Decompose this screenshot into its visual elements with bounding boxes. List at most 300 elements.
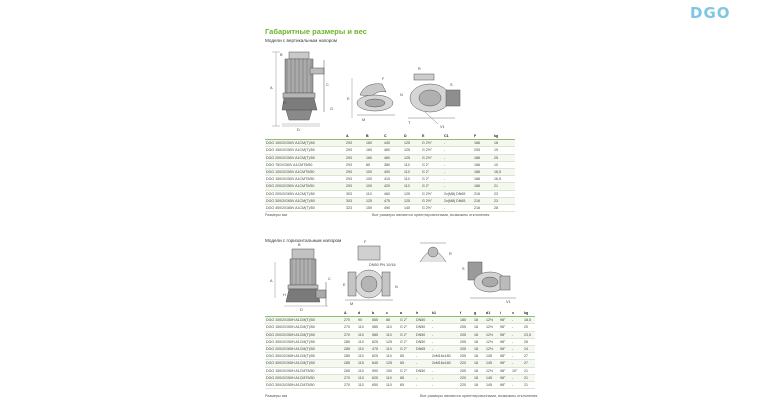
value-cell: G 2½" — [421, 190, 443, 197]
value-cell: - — [511, 346, 523, 353]
value-cell: 98° — [499, 317, 511, 324]
value-cell: G 2" — [399, 346, 415, 353]
value-cell: 28 — [493, 205, 515, 212]
value-cell: 98° — [499, 324, 511, 331]
value-cell: 100 — [365, 176, 383, 183]
value-cell: 293 — [345, 176, 365, 183]
value-cell: 110 — [385, 346, 399, 353]
value-cell: 12½ — [485, 346, 499, 353]
value-cell: 2xM16x180 — [431, 360, 459, 367]
value-cell: 25 — [493, 154, 515, 161]
value-cell: DN50 — [415, 367, 431, 374]
vertical-pump-side-view — [352, 78, 395, 118]
column-header: g — [473, 310, 485, 317]
value-cell: - — [443, 169, 473, 176]
column-header: c — [385, 310, 399, 317]
dim-label: M — [362, 118, 366, 122]
value-cell: 16,5 — [493, 176, 515, 183]
value-cell: 645 — [371, 360, 385, 367]
value-cell: 18 — [473, 382, 485, 389]
value-cell: DN50 — [415, 317, 431, 324]
value-cell: 205 — [459, 346, 473, 353]
value-cell: 380 — [383, 161, 403, 168]
value-cell: 625 — [371, 338, 385, 345]
column-header: B — [365, 133, 383, 140]
dim-label: B — [298, 243, 301, 247]
value-cell: 100 — [365, 183, 383, 190]
model-name-cell: DGO 300/2/G65V A1CM(T)/50 — [265, 197, 345, 204]
value-cell: 18 — [473, 360, 485, 367]
value-cell: - — [415, 382, 431, 389]
column-header: kg — [523, 310, 535, 317]
value-cell: 205 — [459, 367, 473, 374]
value-cell: 585 — [371, 331, 385, 338]
value-cell: 460 — [383, 147, 403, 154]
value-cell: DN65 — [415, 346, 431, 353]
value-cell: - — [511, 382, 523, 389]
value-cell: 12½ — [485, 367, 499, 374]
value-cell: - — [415, 374, 431, 381]
value-cell: 145 — [485, 382, 499, 389]
column-header: C — [383, 133, 403, 140]
value-cell: 475 — [371, 346, 385, 353]
value-cell: 205 — [459, 338, 473, 345]
value-cell: 26 — [523, 338, 535, 345]
value-cell: - — [443, 154, 473, 161]
value-cell: 285 — [343, 353, 357, 360]
value-cell: 140 — [403, 205, 421, 212]
value-cell: - — [511, 374, 523, 381]
value-cell: 565 — [371, 317, 385, 324]
units-note: Размеры мм — [265, 213, 288, 217]
value-cell: 303 — [345, 197, 365, 204]
disclaimer-note: Все размеры являются ориентировочными, возможны отклонения. — [372, 213, 491, 217]
column-header: h — [415, 310, 431, 317]
value-cell: DN50 — [415, 338, 431, 345]
dim-label: C — [326, 83, 329, 87]
column-header — [265, 133, 345, 140]
value-cell: - — [511, 353, 523, 360]
dim-label: V1 — [440, 125, 445, 129]
model-name-cell: DGO 200/2/G50H A1CMT5/50 — [265, 374, 343, 381]
value-cell: - — [511, 317, 523, 324]
value-cell: 110 — [385, 353, 399, 360]
model-name-cell: DGO 300/2/G50H A1CM(T)/50 — [265, 338, 343, 345]
dim-label: E — [347, 97, 350, 101]
flange-view — [420, 243, 446, 262]
dim-label: R — [418, 67, 421, 71]
model-name-cell: DGO 200/2/G65H A1CM(T)/50 — [265, 346, 343, 353]
value-cell: 285 — [343, 338, 357, 345]
value-cell: 2xM16x180 — [431, 353, 459, 360]
value-cell: 265 — [343, 367, 357, 374]
value-cell: 65 — [399, 353, 415, 360]
dimensions-table-vertical — [265, 133, 515, 212]
value-cell: 220 — [459, 374, 473, 381]
value-cell: G 2" — [421, 176, 443, 183]
value-cell: - — [511, 331, 523, 338]
value-cell: - — [431, 317, 459, 324]
value-cell: 205 — [459, 324, 473, 331]
column-header: kg — [493, 133, 515, 140]
value-cell: - — [443, 161, 473, 168]
value-cell: 650 — [371, 382, 385, 389]
column-header: A — [343, 310, 357, 317]
value-cell: 24 — [523, 346, 535, 353]
value-cell: 110 — [385, 382, 399, 389]
value-cell: - — [443, 147, 473, 154]
table-row — [265, 183, 515, 190]
value-cell: 110 — [357, 346, 371, 353]
value-cell: - — [443, 183, 473, 190]
value-cell: 160 — [365, 154, 383, 161]
value-cell: - — [431, 346, 459, 353]
dim-label: G — [330, 107, 333, 111]
value-cell: G 2" — [399, 324, 415, 331]
table-row — [265, 346, 535, 353]
table-row — [265, 161, 515, 168]
value-cell: 110 — [357, 331, 371, 338]
value-cell: 186 — [473, 161, 493, 168]
value-cell: 125 — [385, 338, 399, 345]
value-cell: 110 — [357, 367, 371, 374]
dim-label: F — [382, 77, 385, 81]
value-cell: 2x(M8) DN65 — [443, 197, 473, 204]
value-cell: 21 — [493, 183, 515, 190]
section1-subtitle: Модели с вертикальным напором — [265, 38, 337, 43]
value-cell: 220 — [459, 360, 473, 367]
value-cell: 285 — [343, 360, 357, 367]
model-name-cell: DGO 150/2/G50H A1CM(T)/50 — [265, 324, 343, 331]
table-row — [265, 360, 535, 367]
value-cell: 125 — [385, 360, 399, 367]
table-row — [265, 367, 535, 374]
column-header: b — [371, 310, 385, 317]
value-cell: - — [415, 353, 431, 360]
model-name-cell: DGO 200/2/G50H A1CM(T)/50 — [265, 331, 343, 338]
value-cell: 216 — [473, 190, 493, 197]
value-cell: 110 — [357, 353, 371, 360]
table-row — [265, 140, 515, 147]
value-cell: 115 — [357, 360, 371, 367]
value-cell: G 2" — [421, 161, 443, 168]
value-cell: 20 — [523, 324, 535, 331]
value-cell: 110 — [357, 324, 371, 331]
value-cell: 19 — [493, 147, 515, 154]
table-row — [265, 176, 515, 183]
value-cell: G 2" — [399, 338, 415, 345]
model-name-cell: DGO 100/2/G50H A1CM(T)/50 — [265, 317, 343, 324]
value-cell: 293 — [345, 140, 365, 147]
value-cell: 98° — [499, 353, 511, 360]
value-cell: 10° — [511, 367, 523, 374]
model-name-cell: DGO 300/2/G65H A1CM(T)/50 — [265, 353, 343, 360]
value-cell: G 2" — [421, 169, 443, 176]
value-cell: - — [443, 176, 473, 183]
value-cell: 145 — [485, 353, 499, 360]
value-cell: 65 — [399, 360, 415, 367]
value-cell: 98° — [499, 382, 511, 389]
value-cell: G 2½" — [421, 205, 443, 212]
dim-label: F — [364, 240, 367, 244]
value-cell: 293 — [345, 169, 365, 176]
vertical-pump-front-view — [272, 52, 324, 126]
table-row — [265, 374, 535, 381]
value-cell: G 2½" — [421, 154, 443, 161]
value-cell: 303 — [345, 190, 365, 197]
value-cell: 270 — [343, 324, 357, 331]
value-cell: 23,5 — [523, 331, 535, 338]
value-cell: G 2½" — [421, 147, 443, 154]
value-cell: G 2" — [421, 183, 443, 190]
model-name-cell: DGO 150/2/G50V A1CM(T)/50 — [265, 147, 345, 154]
value-cell: 400 — [383, 169, 403, 176]
value-cell: 186 — [473, 140, 493, 147]
value-cell: 18 — [473, 374, 485, 381]
value-cell: - — [431, 331, 459, 338]
value-cell: - — [431, 374, 459, 381]
model-name-cell: DGO 400/2/G65H A1CM(T)/50 — [265, 360, 343, 367]
value-cell: - — [415, 360, 431, 367]
value-cell: 98° — [499, 331, 511, 338]
value-cell: 323 — [345, 205, 365, 212]
dim-label: N — [400, 93, 403, 97]
model-name-cell: DGO 200/2/G50V A1CM(T)/50 — [265, 154, 345, 161]
value-cell: 12½ — [485, 317, 499, 324]
table-row — [265, 169, 515, 176]
value-cell: 186 — [473, 183, 493, 190]
value-cell: G 2½" — [421, 197, 443, 204]
value-cell: - — [431, 338, 459, 345]
value-cell: 16,5 — [493, 169, 515, 176]
model-name-cell: DGO 200/2/G65V A1CM(T)/50 — [265, 190, 345, 197]
value-cell: 18 — [473, 353, 485, 360]
value-cell: 98° — [499, 346, 511, 353]
column-header: D — [403, 133, 421, 140]
dim-label: A — [270, 86, 273, 90]
value-cell: - — [511, 338, 523, 345]
table-row — [265, 324, 535, 331]
horizontal-pump-side-view — [345, 246, 393, 300]
table-row — [265, 154, 515, 161]
table-row — [265, 317, 535, 324]
value-cell: 110 — [403, 183, 421, 190]
dim-label: H — [283, 101, 286, 105]
value-cell: 100 — [365, 169, 383, 176]
column-header: C1 — [443, 133, 473, 140]
dim-label: N — [395, 285, 398, 289]
value-cell: 18 — [473, 317, 485, 324]
value-cell: 125 — [365, 197, 383, 204]
value-cell: 12½ — [485, 324, 499, 331]
dim-label: R — [449, 252, 452, 256]
model-name-cell: DGO 200/2/G50V A1CMT5/50 — [265, 183, 345, 190]
table-row — [265, 147, 515, 154]
value-cell: 21 — [523, 382, 535, 389]
units-note: Размеры мм — [265, 394, 288, 398]
value-cell: 110 — [403, 161, 421, 168]
value-cell: 186 — [473, 169, 493, 176]
dim-label: C — [328, 277, 331, 281]
value-cell: 21 — [523, 367, 535, 374]
column-header: a — [399, 310, 415, 317]
value-cell: 65 — [399, 382, 415, 389]
value-cell: 65 — [399, 374, 415, 381]
value-cell: 293 — [345, 154, 365, 161]
dimensions-table-horizontal — [265, 310, 535, 389]
value-cell: 23 — [493, 190, 515, 197]
value-cell: G 2" — [399, 367, 415, 374]
dim-label: B — [280, 53, 283, 57]
vertical-pump-top-view — [408, 74, 460, 124]
value-cell: 145 — [485, 360, 499, 367]
value-cell: - — [431, 324, 459, 331]
section2-subtitle: Модели с горизонтальным напором — [265, 238, 342, 243]
value-cell: - — [511, 360, 523, 367]
value-cell: 110 — [403, 176, 421, 183]
value-cell: 110 — [365, 190, 383, 197]
dim-label: V1 — [506, 300, 511, 304]
value-cell: 625 — [371, 353, 385, 360]
value-cell: 18,5 — [523, 317, 535, 324]
column-header: k1 — [431, 310, 459, 317]
value-cell: 110 — [357, 374, 371, 381]
flange-dn-label: DN50 PN 10/16 — [369, 263, 396, 267]
page-title: Габаритные размеры и вес — [265, 27, 367, 36]
model-name-cell: DGO 100/2/G50V A1CM(T)/50 — [265, 140, 345, 147]
dim-label: E — [343, 283, 346, 287]
value-cell: 98° — [499, 374, 511, 381]
value-cell: 186 — [473, 176, 493, 183]
table-row — [265, 338, 535, 345]
value-cell: 270 — [343, 331, 357, 338]
value-cell: 10 — [493, 161, 515, 168]
dim-label: D — [297, 128, 300, 132]
value-cell: 150 — [365, 205, 383, 212]
value-cell: 293 — [345, 183, 365, 190]
value-cell: 125 — [403, 147, 421, 154]
value-cell: 625 — [371, 374, 385, 381]
value-cell: 270 — [343, 374, 357, 381]
value-cell: 585 — [371, 324, 385, 331]
column-header: F — [473, 133, 493, 140]
value-cell: DN50 — [415, 324, 431, 331]
value-cell: G 2" — [399, 331, 415, 338]
value-cell: 18 — [493, 140, 515, 147]
table-row — [265, 190, 515, 197]
column-header: E — [421, 133, 443, 140]
value-cell: 110 — [385, 324, 399, 331]
value-cell: 18 — [473, 346, 485, 353]
value-cell: 98° — [499, 360, 511, 367]
value-cell: 110 — [385, 331, 399, 338]
value-cell: 216 — [473, 197, 493, 204]
value-cell: 216 — [473, 205, 493, 212]
value-cell: 110 — [357, 338, 371, 345]
value-cell: 205 — [473, 147, 493, 154]
value-cell: 410 — [383, 176, 403, 183]
table-row — [265, 382, 535, 389]
value-cell: 12½ — [485, 338, 499, 345]
value-cell: 18 — [473, 367, 485, 374]
column-header: d1 — [485, 310, 499, 317]
value-cell: 98° — [499, 367, 511, 374]
value-cell: DN50 — [415, 331, 431, 338]
column-header: x — [511, 310, 523, 317]
value-cell: 440 — [383, 140, 403, 147]
column-header: d — [357, 310, 371, 317]
value-cell: 125 — [403, 154, 421, 161]
value-cell: 110 — [403, 169, 421, 176]
value-cell: 100 — [385, 367, 399, 374]
value-cell: G 2" — [399, 317, 415, 324]
value-cell: 27 — [523, 360, 535, 367]
model-name-cell: DGO 300/2/G50H A1CMT5/50 — [265, 382, 343, 389]
dim-label: D — [300, 308, 303, 312]
model-name-cell: DGO 150/2/G50V A1CMT5/50 — [265, 176, 345, 183]
value-cell: - — [443, 205, 473, 212]
value-cell: 18 — [473, 338, 485, 345]
value-cell: 475 — [383, 197, 403, 204]
value-cell: 23 — [493, 197, 515, 204]
value-cell: 160 — [365, 147, 383, 154]
value-cell: 125 — [403, 197, 421, 204]
dim-label: S — [450, 83, 453, 87]
model-name-cell: DGO 100/2/G50V A1CMT5/50 — [265, 169, 345, 176]
column-header: A — [345, 133, 365, 140]
value-cell: 2x(M8) DN65 — [443, 190, 473, 197]
horizontal-pump-front-view — [275, 249, 328, 306]
value-cell: 21 — [523, 374, 535, 381]
value-cell: 125 — [403, 140, 421, 147]
value-cell: 110 — [385, 374, 399, 381]
value-cell: 12½ — [485, 331, 499, 338]
value-cell: 180 — [459, 317, 473, 324]
value-cell: 85 — [365, 161, 383, 168]
value-cell: 460 — [383, 154, 403, 161]
column-header: f — [459, 310, 473, 317]
brand-logo: DGO — [690, 4, 731, 22]
value-cell: 460 — [383, 190, 403, 197]
value-cell: 110 — [357, 382, 371, 389]
value-cell: 420 — [383, 183, 403, 190]
table-row — [265, 353, 535, 360]
value-cell: 490 — [383, 205, 403, 212]
value-cell: 18 — [473, 324, 485, 331]
value-cell: - — [431, 367, 459, 374]
value-cell: 125 — [403, 190, 421, 197]
value-cell: 270 — [343, 317, 357, 324]
column-header: i — [499, 310, 511, 317]
value-cell: 160 — [365, 140, 383, 147]
value-cell: 590 — [371, 367, 385, 374]
value-cell: 270 — [343, 382, 357, 389]
value-cell: 18 — [473, 331, 485, 338]
value-cell: 88 — [385, 317, 399, 324]
dim-label: S — [462, 267, 465, 271]
value-cell: 186 — [473, 154, 493, 161]
value-cell: 205 — [459, 331, 473, 338]
value-cell: 98° — [499, 338, 511, 345]
model-name-cell: DGO 150/2/G50H A1CMT5/50 — [265, 367, 343, 374]
value-cell: 205 — [459, 353, 473, 360]
dim-label: M — [350, 302, 354, 306]
table-header-row — [265, 133, 515, 140]
disclaimer-note: Все размеры являются ориентировочными, возможны отклонения. — [420, 394, 539, 398]
table-row — [265, 197, 515, 204]
value-cell: 293 — [345, 161, 365, 168]
dim-label: A — [270, 279, 273, 283]
